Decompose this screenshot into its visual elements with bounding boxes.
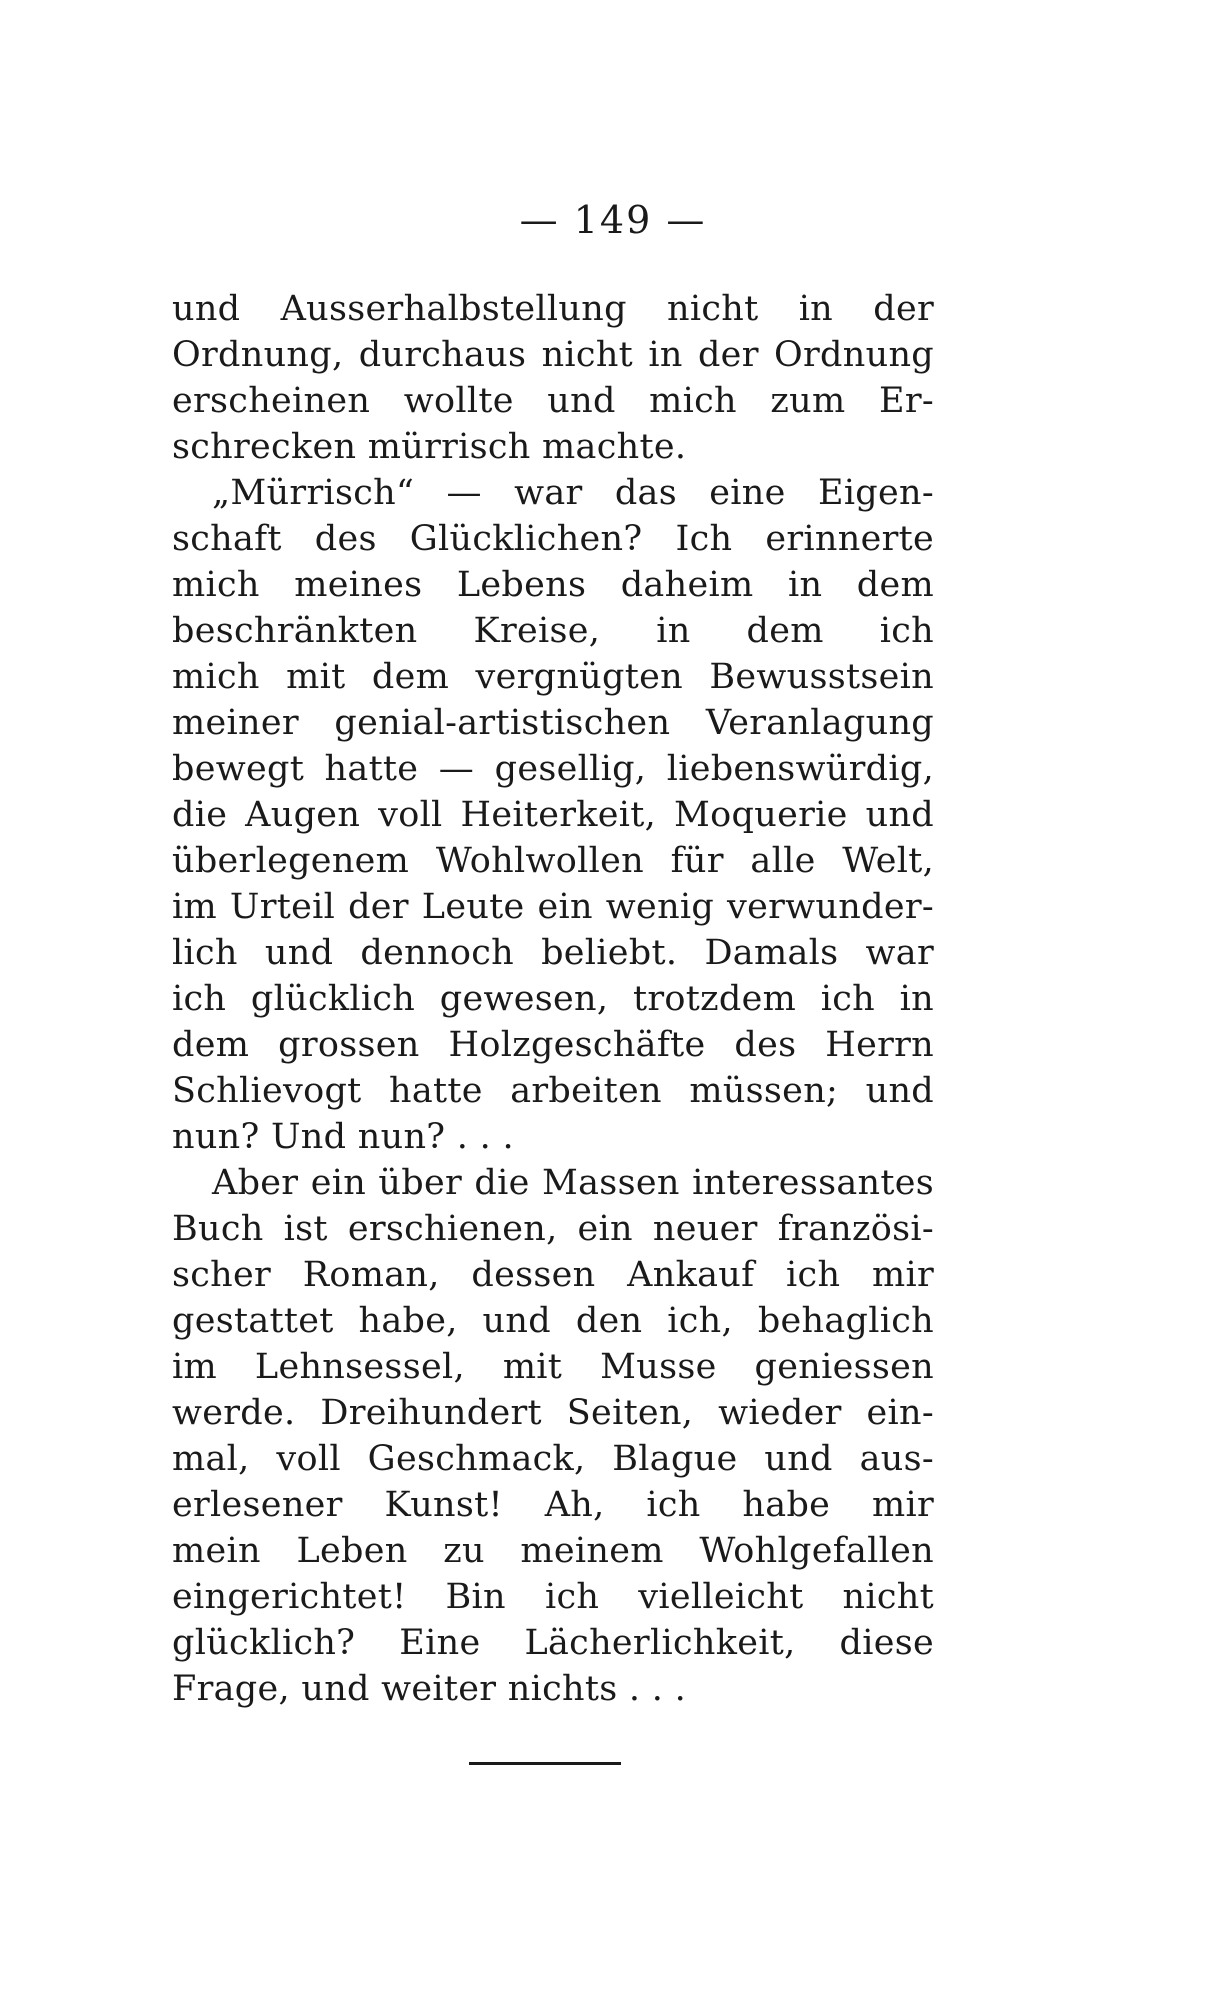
- text-line: ich glücklich gewesen, trotzdem ich in: [172, 979, 934, 1019]
- text-line: glücklich? Eine Lächerlichkeit, diese: [172, 1623, 934, 1663]
- text-line: Schlievogt hatte arbeiten müssen; und: [172, 1071, 934, 1111]
- text-line: lich und dennoch beliebt. Damals war: [172, 933, 934, 973]
- text-line: werde. Dreihundert Seiten, wieder ein-: [172, 1393, 934, 1433]
- text-line: meiner genial-artistischen Veranlagung: [172, 703, 934, 743]
- text-line: im Urteil der Leute ein wenig verwunder-: [172, 887, 934, 927]
- body-text: [172, 286, 934, 1712]
- text-line: mein Leben zu meinem Wohlgefallen: [172, 1531, 934, 1571]
- page-number: — 149 —: [519, 198, 707, 242]
- text-line: im Lehnsessel, mit Musse geniessen: [172, 1347, 934, 1387]
- text-line: überlegenem Wohlwollen für alle Welt,: [172, 841, 934, 881]
- text-line: mich mit dem vergnügten Bewusstsein: [172, 657, 934, 697]
- text-line: Aber ein über die Massen interessantes: [212, 1163, 934, 1203]
- text-line: mich meines Lebens daheim in dem: [172, 565, 934, 605]
- text-line: eingerichtet! Bin ich vielleicht nicht: [172, 1577, 934, 1617]
- text-line: gestattet habe, und den ich, behaglich: [172, 1301, 934, 1341]
- text-line: und Ausserhalbstellung nicht in der: [172, 289, 934, 329]
- text-line: Frage, und weiter nichts . . .: [172, 1669, 687, 1709]
- text-line: die Augen voll Heiterkeit, Moquerie und: [172, 795, 934, 835]
- text-line: „Mürrisch“ — war das eine Eigen-: [212, 473, 934, 513]
- text-line: erlesener Kunst! Ah, ich habe mir: [172, 1485, 934, 1525]
- text-line: scher Roman, dessen Ankauf ich mir: [172, 1255, 934, 1295]
- text-line: beschränkten Kreise, in dem ich: [172, 611, 934, 651]
- section-end-rule: [469, 1762, 621, 1765]
- text-line: erscheinen wollte und mich zum Er-: [172, 381, 934, 421]
- text-line: Buch ist erschienen, ein neuer französi-: [172, 1209, 934, 1249]
- text-line: mal, voll Geschmack, Blague und aus-: [172, 1439, 934, 1479]
- text-line: nun? Und nun? . . .: [172, 1117, 514, 1157]
- text-line: Ordnung, durchaus nicht in der Ordnung: [172, 335, 934, 375]
- text-line: bewegt hatte — gesellig, liebenswürdig,: [172, 749, 934, 789]
- text-line: schrecken mürrisch machte.: [172, 427, 687, 467]
- text-line: schaft des Glücklichen? Ich erinnerte: [172, 519, 934, 559]
- text-line: dem grossen Holzgeschäfte des Herrn: [172, 1025, 934, 1065]
